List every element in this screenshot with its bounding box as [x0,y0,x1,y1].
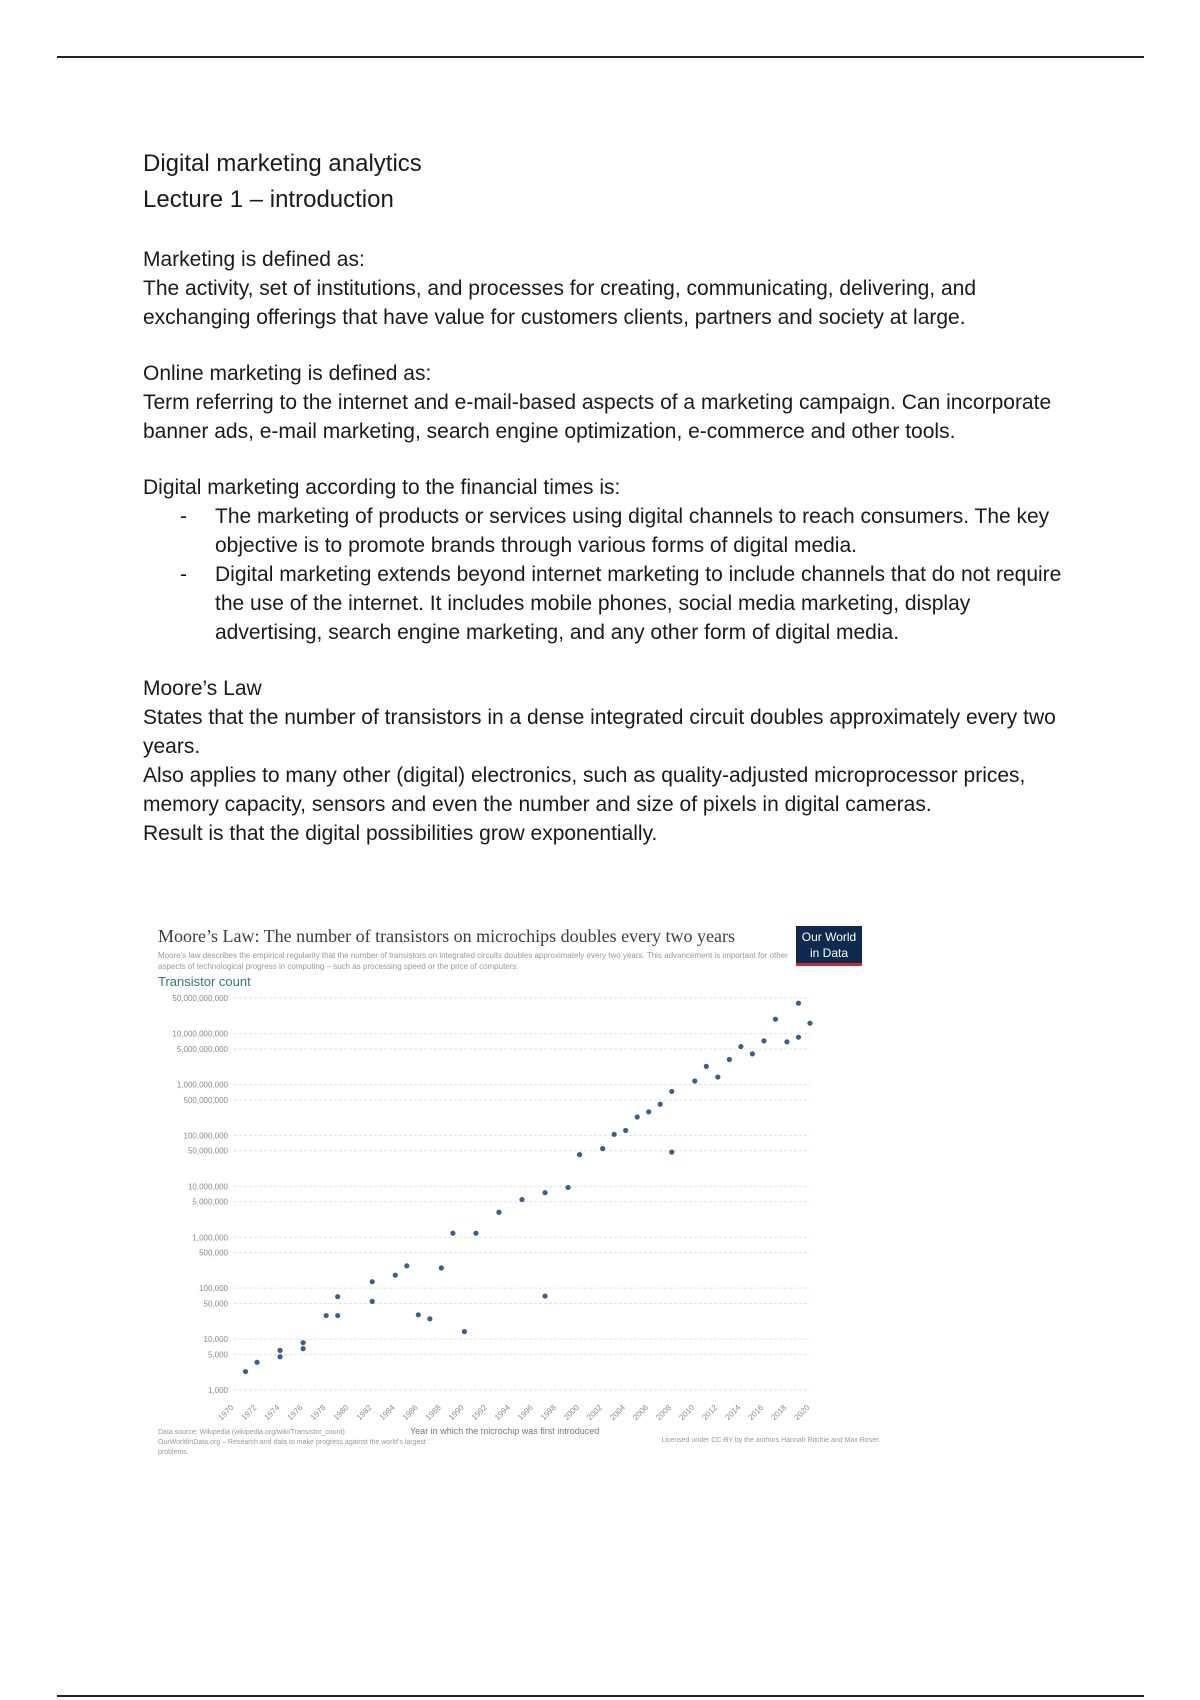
bullet-item [143,502,1063,560]
data-point [439,1265,444,1270]
x-tick-label: 1988 [423,1403,443,1422]
online-heading: Online marketing is defined as: [143,362,432,385]
data-point [600,1146,605,1151]
y-tick-label: 50,000 [203,1299,228,1309]
x-tick-label: 1998 [539,1403,558,1422]
x-tick-label: 2006 [631,1403,651,1422]
x-tick-label: 1996 [515,1403,535,1422]
data-point [519,1197,524,1202]
marketing-definition: The activity, set of institutions, and processes for creating, communicating, delivering, and exchanging offerings that have value for customers clients, partners and society at large. [143,277,977,329]
data-point [623,1128,628,1133]
chart-title: Moore’s Law: The number of transistors on microchips doubles every two years [158,926,736,946]
x-tick-label: 1986 [400,1403,420,1422]
y-tick-label: 100,000,000 [183,1131,228,1141]
data-point [669,1089,674,1094]
data-point [646,1109,651,1114]
chart-license: Licensed under CC-BY by the authors Hannah Ritchie and Max Roser. [661,1437,880,1444]
data-point [542,1190,547,1195]
data-point [427,1316,432,1321]
y-tick-label: 100,000 [199,1284,228,1294]
data-point [324,1313,329,1318]
x-tick-label: 2004 [608,1403,628,1422]
x-tick-label: 2010 [677,1403,697,1422]
y-tick-label: 1,000 [207,1386,228,1395]
data-point [277,1348,282,1353]
data-point [370,1299,375,1304]
x-tick-label: 1994 [492,1403,512,1422]
document-body [143,146,1063,848]
header-rule [57,56,1144,58]
x-tick-label: 1990 [446,1403,466,1422]
data-point [773,1017,778,1022]
y-tick-label: 5,000,000 [192,1197,228,1207]
y-tick-label: 5,000,000,000 [176,1044,228,1054]
data-point [796,1035,801,1040]
moore-text-2: Also applies to many other (digital) electronics, such as quality-adjusted microprocessor prices, memory capacity, sensors and even the number and size of pixels in digital cameras. [143,764,1026,816]
data-point [462,1329,467,1334]
doc-subtitle: Lecture 1 – introduction [143,186,394,213]
x-tick-label: 2002 [585,1403,605,1422]
x-tick-label: 2000 [562,1403,582,1422]
data-point [473,1231,478,1236]
chart-source-line: Data source: Wikipedia (wikipedia.org/wiki/Transistor_count) [158,1429,345,1436]
data-point [335,1294,340,1299]
y-tick-label: 10,000,000,000 [172,1029,228,1039]
data-point [450,1231,455,1236]
x-tick-label: 2018 [769,1403,789,1422]
y-tick-label: 1,000,000,000 [176,1080,228,1090]
data-point [669,1150,674,1155]
data-point [542,1293,547,1298]
data-point [784,1039,789,1044]
x-tick-label: 2014 [723,1403,743,1422]
bullet-text: The marketing of products or services using digital channels to reach consumers. The key objective is to promote brands through various forms of digital media. [215,505,1050,557]
x-tick-label: 1976 [285,1403,305,1422]
moore-text-3: Result is that the digital possibilities grow exponentially. [143,822,658,845]
x-tick-label: 1980 [331,1403,351,1422]
digital-bullet-list [143,502,1063,647]
x-tick-label: 1984 [377,1403,397,1422]
data-point [738,1044,743,1049]
y-tick-label: 500,000,000 [183,1095,228,1105]
data-point [807,1021,812,1026]
x-tick-label: 2016 [746,1403,766,1422]
y-tick-label: 5,000 [207,1350,228,1360]
bullet-marker: - [180,563,187,586]
x-tick-label: 1974 [262,1403,282,1422]
y-tick-label: 50,000,000,000 [172,994,228,1003]
x-tick-label: 1982 [354,1403,374,1422]
x-tick-label: 1970 [216,1403,236,1422]
y-tick-label: 500,000 [199,1248,228,1258]
moore-text-1: States that the number of transistors in a dense integrated circuit doubles approximately every two years. [143,706,1056,758]
chart-site-line: OurWorldinData.org – Research and data to make progress against the world’s largest problems. [158,1439,426,1456]
data-point [635,1114,640,1119]
data-point [577,1152,582,1157]
online-definition: Term referring to the internet and e-mail-based aspects of a marketing campaign. Can incorporate banner ads, e-mail marketing, search engine optimization, e-commerce and other tools. [143,391,1052,443]
moores-law-chart [150,918,886,1458]
data-point [496,1210,501,1215]
data-point [761,1038,766,1043]
data-point [727,1057,732,1062]
data-point [243,1369,248,1374]
data-point [277,1354,282,1359]
data-point [692,1078,697,1083]
data-point [704,1064,709,1069]
x-tick-label: 2020 [792,1403,812,1422]
data-point [301,1340,306,1345]
x-tick-label: 1978 [308,1403,328,1422]
data-point [565,1185,570,1190]
data-point [715,1074,720,1079]
chart-ylabel: Transistor count [158,974,251,989]
data-point [370,1279,375,1284]
chart-source [158,1428,458,1458]
digital-heading: Digital marketing according to the financial times is: [143,476,621,499]
x-tick-label: 1992 [469,1403,489,1422]
data-point [612,1132,617,1137]
x-tick-label: 2012 [700,1403,720,1422]
data-point [301,1346,306,1351]
moore-heading: Moore’s Law [143,677,262,700]
doc-title: Digital marketing analytics [143,150,422,177]
chart-plot [150,918,886,1458]
data-point [796,1001,801,1006]
data-point [658,1102,663,1107]
y-tick-label: 50,000,000 [187,1146,228,1156]
marketing-heading: Marketing is defined as: [143,248,365,271]
data-point [416,1312,421,1317]
chart-subtitle: Moore’s law describes the empirical regularity that the number of transistors on integrated circuits doubles approximately every two years. This advancement is important for other aspects of technological progress in computing – such as processing speed or the price of computers. [158,951,788,971]
data-point [404,1263,409,1268]
data-point [335,1313,340,1318]
bullet-marker: - [180,505,187,528]
x-tick-label: 1972 [239,1403,259,1422]
data-point [393,1273,398,1278]
bullet-text: Digital marketing extends beyond internet marketing to include channels that do not require the use of the internet. It includes mobile phones, social media marketing, display advertising, search engine marketing, and any other form of digital media. [215,563,1062,644]
data-point [750,1051,755,1056]
bullet-item [143,560,1063,647]
x-tick-label: 2008 [654,1403,674,1422]
chart-xlabel: Year in which the microchip was first introduced [410,1426,600,1436]
footer-rule [57,1695,1144,1697]
y-tick-label: 10,000 [203,1335,228,1345]
data-point [254,1360,259,1365]
y-tick-label: 10,000,000 [187,1182,228,1192]
owid-logo: Our World in Data [796,926,862,966]
y-tick-label: 1,000,000 [192,1233,228,1243]
